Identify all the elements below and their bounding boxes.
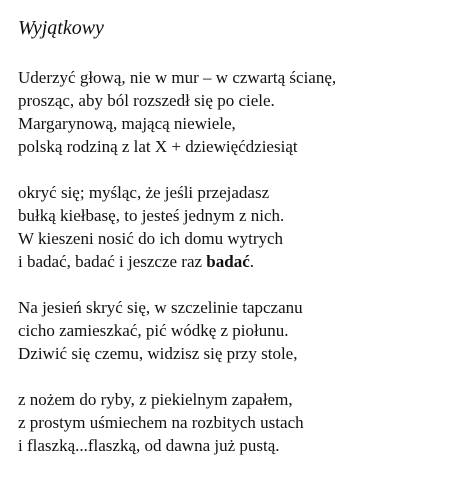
- poem-line: Margarynową, mającą niewiele,: [18, 114, 236, 133]
- stanza-2: [18, 181, 458, 273]
- bold-word: badać: [206, 252, 250, 271]
- poem-title: Wyjątkowy: [18, 17, 104, 39]
- poem-line: prosząc, aby ból rozszedł się po ciele.: [18, 91, 275, 110]
- poem-line-with-bold: [18, 250, 458, 273]
- poem-line: Dziwić się czemu, widzisz się przy stole,: [18, 344, 298, 363]
- poem-line: z nożem do ryby, z piekielnym zapałem,: [18, 390, 293, 409]
- poem-line: okryć się; myśląc, że jeśli przejadasz: [18, 183, 270, 202]
- poem-line: W kieszeni nosić do ich domu wytrych: [18, 229, 284, 248]
- poem-line-text: i badać, badać i jeszcze raz: [18, 252, 203, 271]
- poem-line: i flaszką...flaszką, od dawna już pustą.: [18, 436, 280, 455]
- line-punctuation: .: [249, 252, 255, 271]
- stanza-3: [18, 296, 458, 365]
- stanza-1: [18, 66, 458, 158]
- poem-line: polską rodziną z lat X + dziewięćdziesiąt: [18, 137, 298, 156]
- poem-line: z prostym uśmiechem na rozbitych ustach: [18, 413, 304, 432]
- poem-line: bułką kiełbasę, to jesteś jednym z nich.: [18, 206, 285, 225]
- stanza-4: [18, 388, 458, 457]
- poem-line: cicho zamieszkać, pić wódkę z piołunu.: [18, 321, 289, 340]
- poem-line: Na jesień skryć się, w szczelinie tapczanu: [18, 298, 303, 317]
- poem-line: Uderzyć głową, nie w mur – w czwartą ścianę,: [18, 68, 337, 87]
- poem-page: [18, 14, 458, 480]
